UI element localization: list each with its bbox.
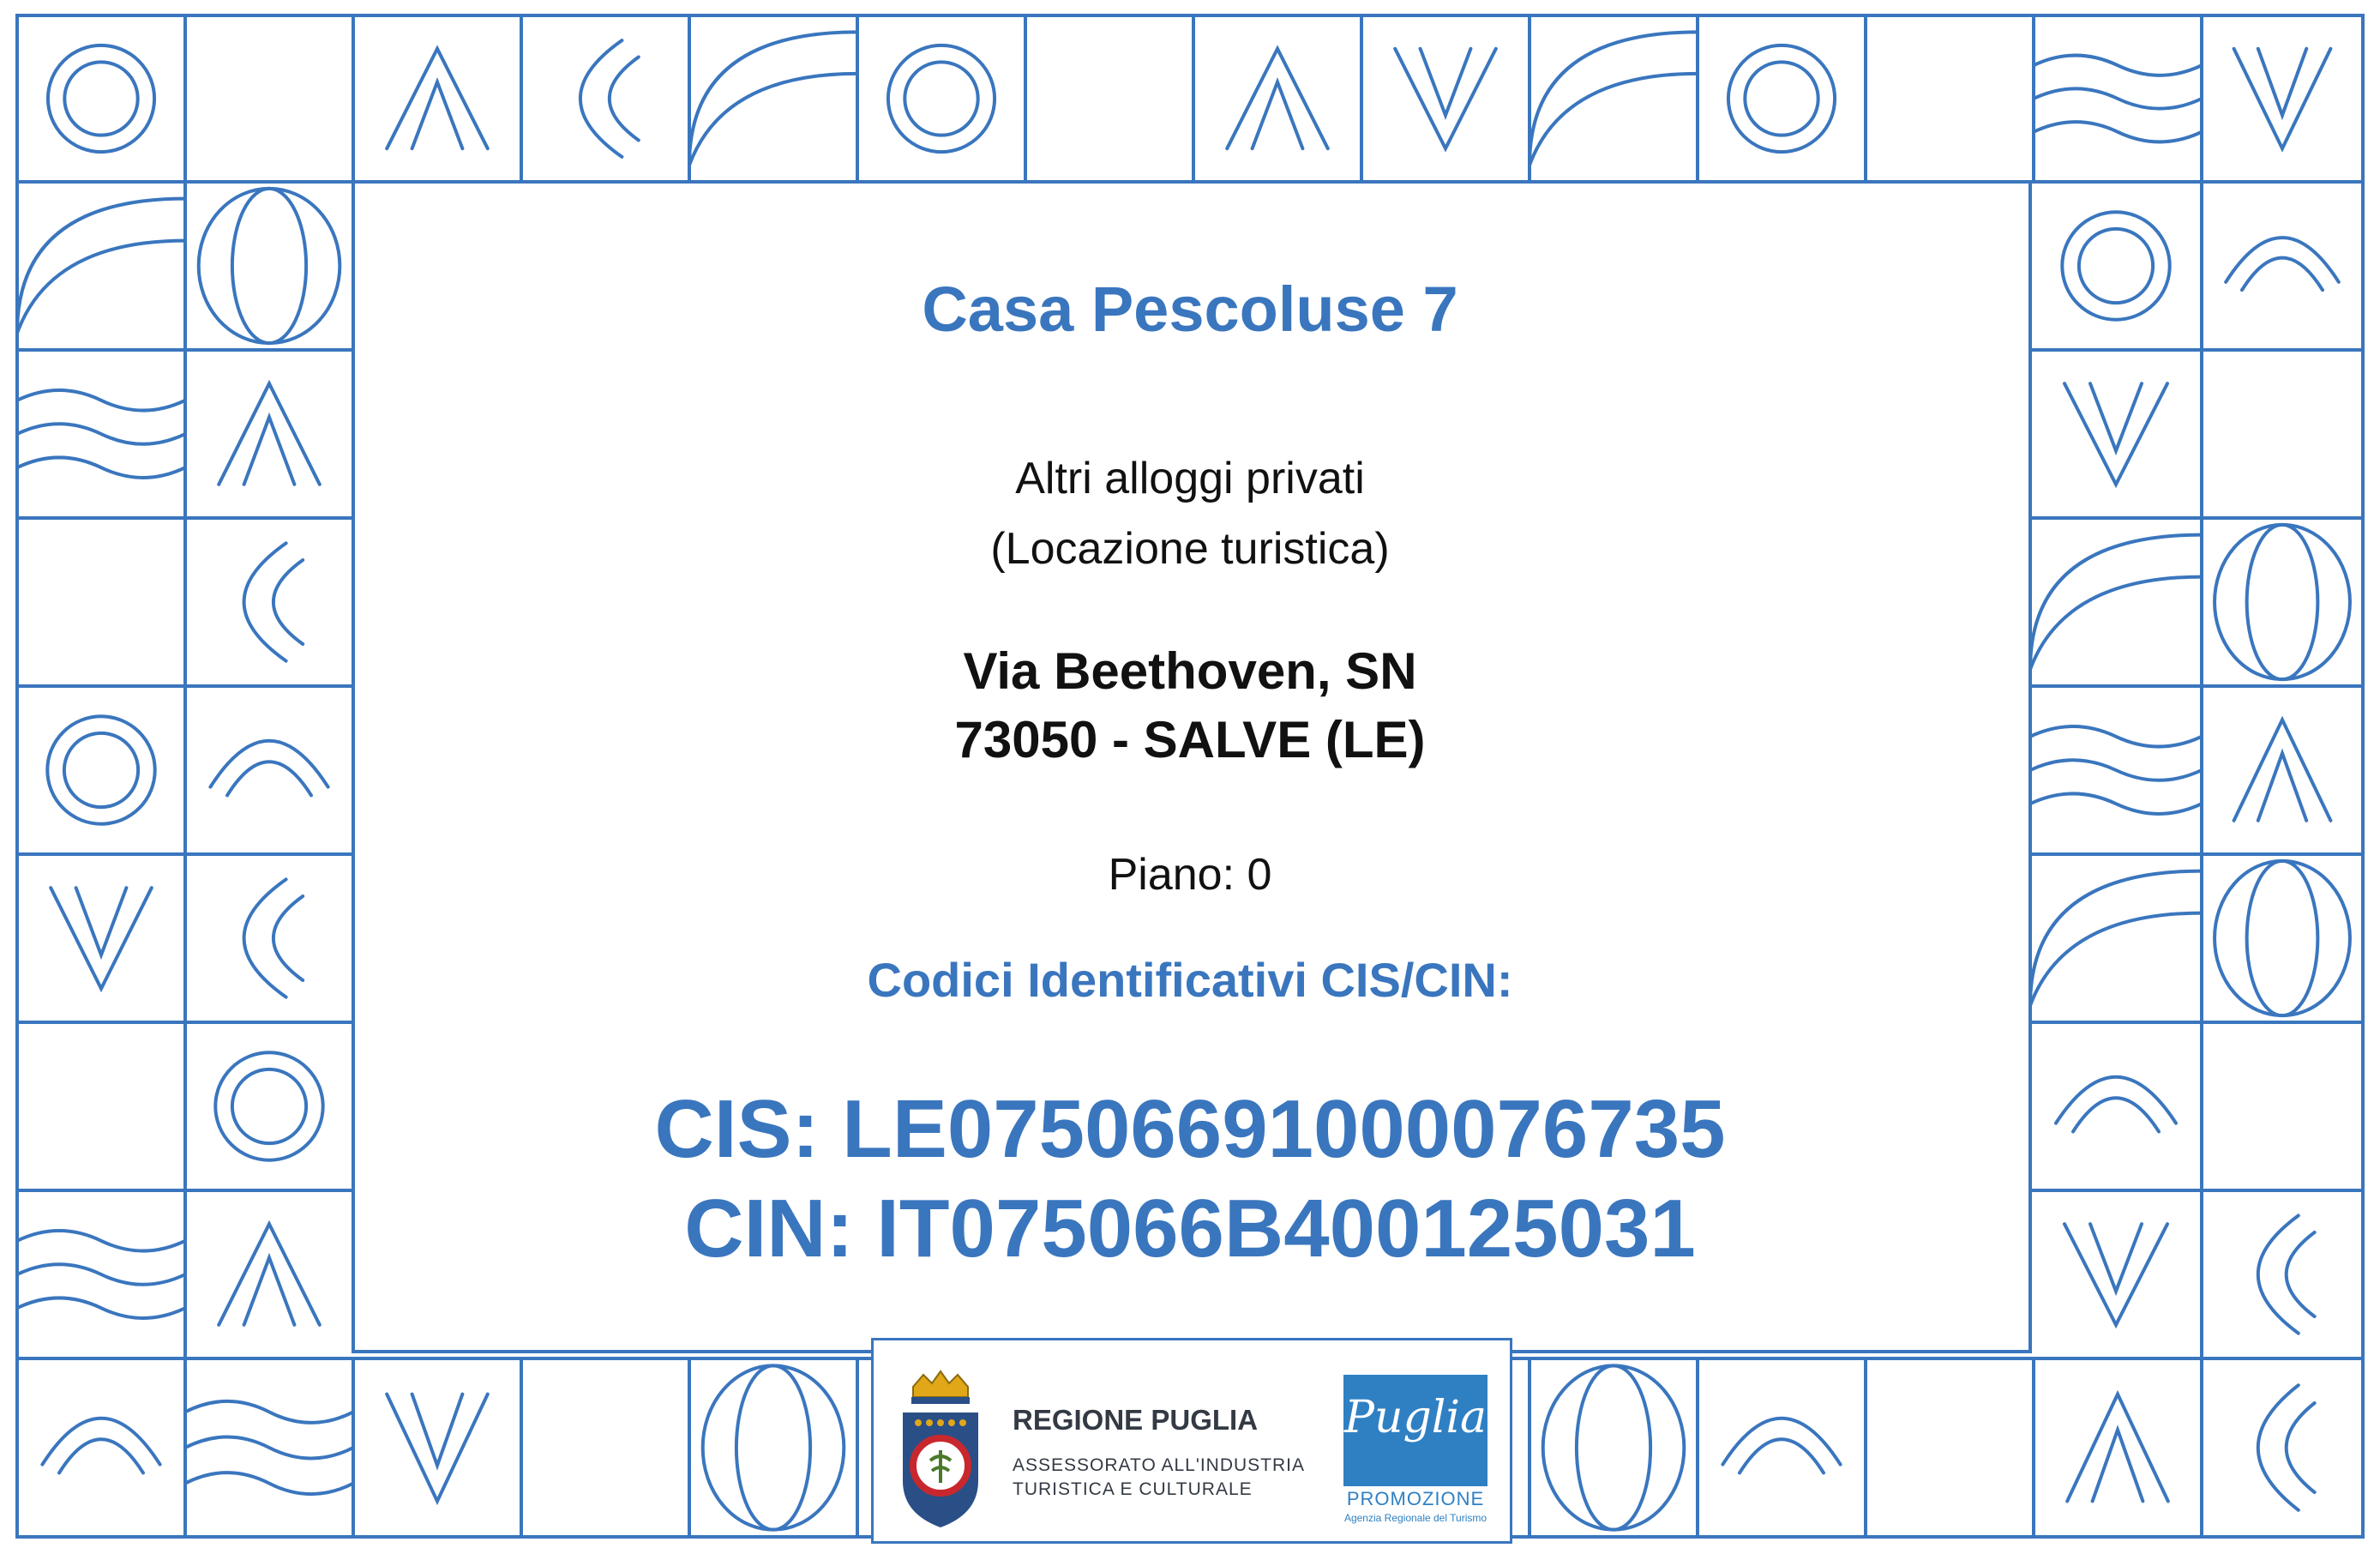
floor-info: Piano: 0 [1108,850,1272,900]
cis-code: CIS: LE07506691000076735 [654,1083,1726,1175]
codes-heading: Codici Identificativi CIS/CIN: [867,953,1513,1007]
accommodation-subtype: (Locazione turistica) [990,524,1390,574]
region-name: REGIONE PUGLIA [1013,1404,1259,1436]
sponsor-logos [871,1338,1512,1544]
address-street: Via Beethoven, SN [963,642,1417,700]
address-city: 73050 - SALVE (LE) [954,711,1426,768]
promozione-label: PROMOZIONE [1346,1488,1485,1509]
accommodation-type: Altri alloggi privati [1015,454,1365,503]
region-department-line2: TURISTICA E CULTURALE [1013,1479,1253,1499]
region-department-line1: ASSESSORATO ALL'INDUSTRIA [1013,1455,1305,1475]
regione-puglia-crest-icon [898,1368,983,1531]
promozione-subtitle: Agenzia Regionale del Turismo [1343,1512,1488,1524]
puglia-wordmark: Puglia [1343,1392,1488,1443]
property-name: Casa Pescoluse 7 [922,274,1458,345]
cin-code: CIN: IT075066B400125031 [684,1183,1696,1274]
